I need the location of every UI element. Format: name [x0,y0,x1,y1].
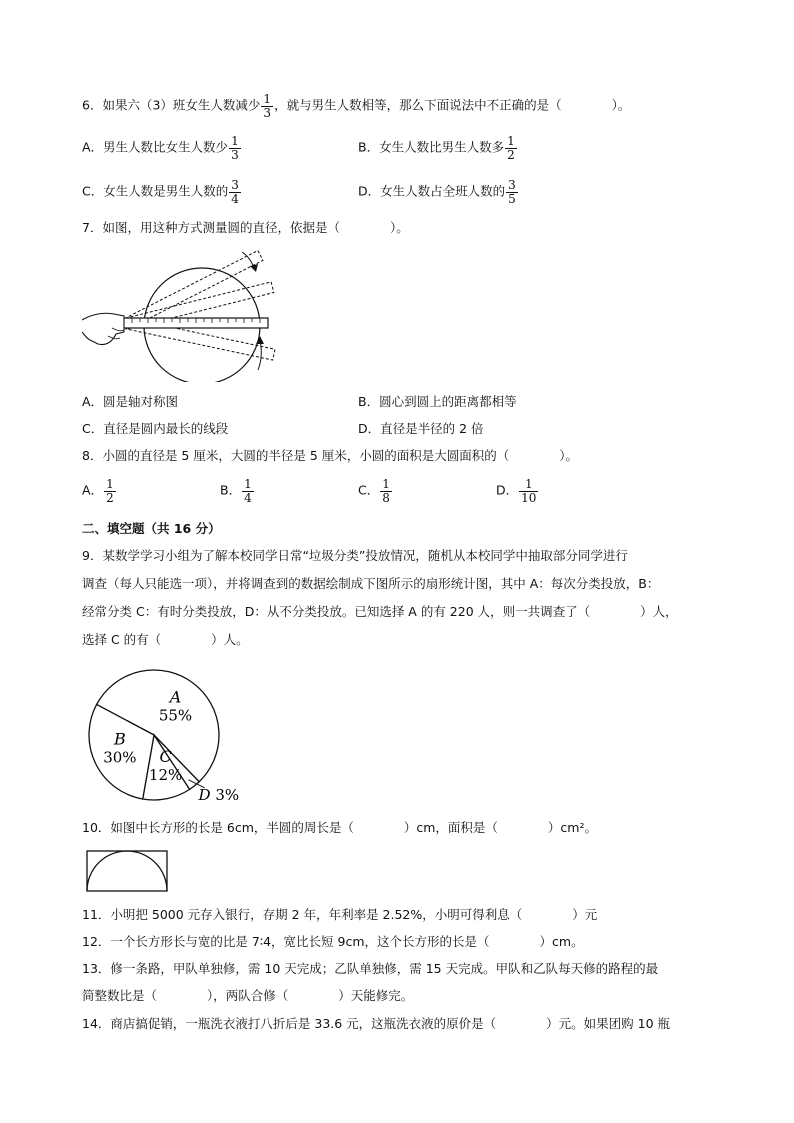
q6-option-b[interactable]: B．女生人数比男生人数多 $\frac{1}{2}$ [358,134,515,162]
q6-option-c[interactable]: C．女生人数是男生人数的 $\frac{3}{4}$ [82,178,239,206]
q6-option-a[interactable]: A．男生人数比女生人数少 $\frac{1}{3}$ [82,134,239,162]
q13-line-1: 13．修一条路，甲队单独修，需 10 天完成；乙队单独修，需 15 天完成。甲队和乙队每天修的路程的最 [82,961,659,976]
q6-stem-fraction: $\frac{1}{3}$ [263,92,272,120]
q6-a-fraction: $\frac{1}{3}$ [231,134,239,162]
q8-option-c[interactable]: C． $\frac{1}{8}$ [358,477,390,505]
q9-line-3: 经常分类 C：有时分类投放，D：从不分类投放。已知选择 A 的有 220 人，则一共调查了（ ）人， [82,604,678,619]
pie-label-c: C [159,746,172,766]
hand-icon [82,313,124,344]
q10-rectangle-semicircle-figure [86,850,170,894]
arrow-up-icon [258,340,261,370]
q7-stem: 7．如图，用这种方式测量圆的直径，依据是（ ）。 [82,220,409,235]
rectangle [87,851,167,891]
q13-line-2: 简整数比是（ ），两队合修（ ）天能修完。 [82,988,414,1003]
q6-b-fraction: $\frac{1}{2}$ [507,134,515,162]
q12-text: 12．一个长方形长与宽的比是 7∶4，宽比长短 9cm，这个长方形的长是（ ）cm。 [82,934,584,949]
q7-option-c[interactable]: C．直径是圆内最长的线段 [82,421,229,436]
pie-label-b: B [113,729,126,749]
q7-ruler-circle-figure [82,242,277,382]
q7-option-a[interactable]: A．圆是轴对称图 [82,394,179,409]
q9-line-1: 9．某数学学习小组为了解本校同学日常“垃圾分类”投放情况，随机从本校同学中抽取部分同学进行 [82,548,628,563]
q9-line-2: 调查（每人只能选一项），并将调查到的数据绘制成下图所示的扇形统计图，其中 A：每次分类投放，B： [82,576,660,591]
q7-option-d[interactable]: D．直径是半径的 2 倍 [358,421,484,436]
q6-d-fraction: $\frac{3}{5}$ [508,178,516,206]
q14-line-1: 14．商店搞促销，一瓶洗衣液打八折后是 33.6 元，这瓶洗衣液的原价是（ ）元。如果团购 10 瓶 [82,1016,671,1031]
q11-text: 11．小明把 5000 元存入银行，存期 2 年，年利率是 2.52%，小明可得利息（ ）元 [82,907,598,922]
semicircle [87,851,167,891]
solid-ruler [122,318,268,328]
pie-label-a: A [169,687,182,707]
q6-option-d[interactable]: D．女生人数占全班人数的 $\frac{3}{5}$ [358,178,516,206]
q10-text: 10．如图中长方形的长是 6cm，半圆的周长是（ ）cm，面积是（ ）cm²。 [82,820,597,835]
q6-stem: 6．如果六（3）班女生人数减少 $\frac{1}{3}$ ，就与男生人数相等，那么下面说法中不正确的是（ ）。 [82,92,631,120]
q8-stem: 8．小圆的直径是 5 厘米，大圆的半径是 5 厘米，小圆的面积是大圆面积的（ ）。 [82,448,579,463]
q7-option-b[interactable]: B．圆心到圆上的距离都相等 [358,394,517,409]
q8-option-b[interactable]: B． $\frac{1}{4}$ [220,477,252,505]
q6-c-fraction: $\frac{3}{4}$ [231,178,239,206]
q9-line-4: 选择 C 的有（ ）人。 [82,632,249,647]
q8-option-a[interactable]: A． $\frac{1}{2}$ [82,477,114,505]
q9-pie-chart [82,660,262,810]
section-title: 二、填空题（共 16 分） [82,521,221,536]
q8-option-d[interactable]: D． $\frac{1}{10}$ [496,477,537,505]
pie-value-b: 30% [103,748,137,767]
pie-value-c: 12% [148,765,183,784]
pie-label-d: D 3% [198,785,240,804]
pie-value-a: 55% [158,706,193,725]
